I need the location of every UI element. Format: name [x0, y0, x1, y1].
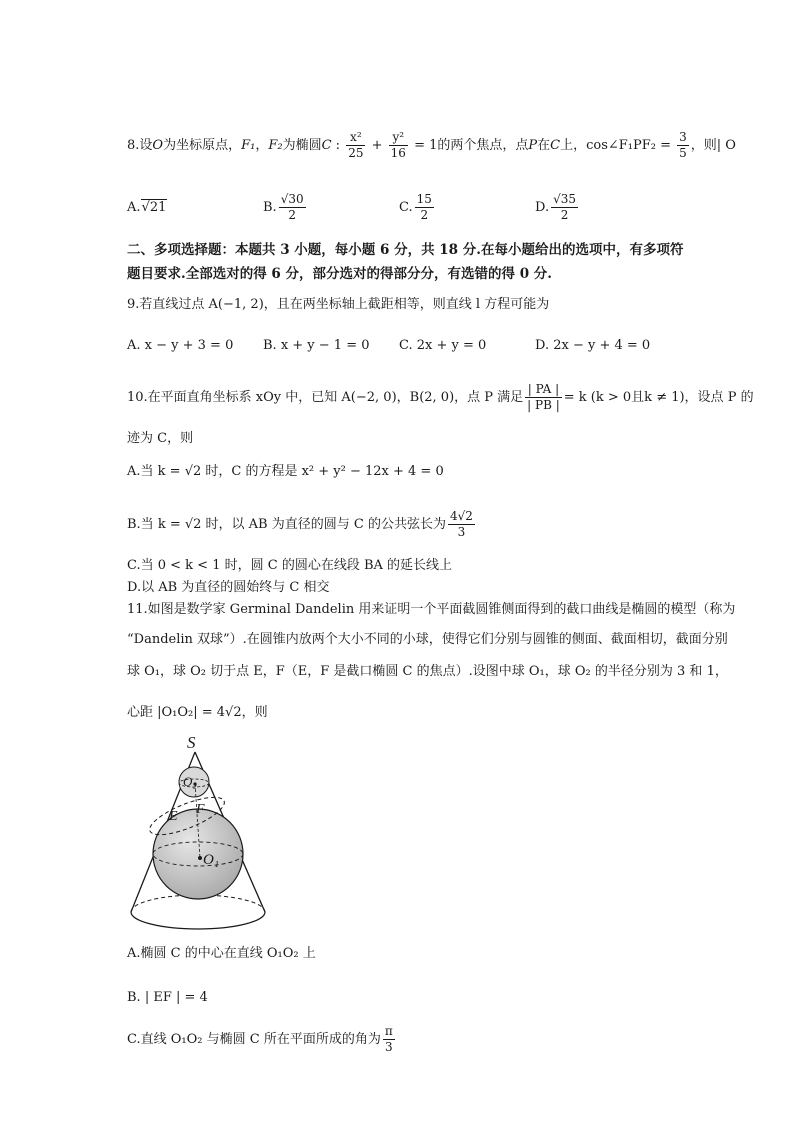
section-2-heading: 二、多项选择题：本题共 3 小题，每小题 6 分，共 18 分.在每小题给出的选项中，有多项符 — [127, 242, 684, 258]
q11-option-b: B. | EF | = 4 — [127, 990, 208, 1005]
q10-text: 10.在平面直角坐标系 xOy 中，已知 A(−2, 0)，B(2, 0)，点 P 满足 — [127, 390, 524, 405]
q9-option-b: B. x + y − 1 = 0 — [263, 338, 370, 353]
q8-text: 上，cos∠F₁PF₂ = — [560, 138, 676, 153]
q8-option-c: C. $\frac{15}{2}$ — [399, 192, 432, 222]
q8-option-b: B. $\frac{√30}{2}$ — [263, 192, 304, 222]
q8-option-a-value: √21 — [141, 200, 167, 215]
q8-text: 在 — [537, 138, 551, 153]
q8-text: 的两个焦点，点 — [437, 138, 529, 153]
q8-var-f2: F₂ — [268, 138, 283, 153]
q10-option-c: C.当 0 < k < 1 时，圆 C 的圆心在线段 BA 的延长线上 — [127, 558, 453, 573]
q8-var-c: C — [550, 138, 561, 153]
q10-frac-ratio: $\frac{| PA |}{| PB |}$ — [527, 382, 560, 412]
q8-text: 为坐标原点， — [163, 138, 242, 153]
q11-stem-2: “Dandelin 双球”）.在圆锥内放两个大小不同的小球，使得它们分别与圆锥的侧面、截面相切，截面分别 — [127, 632, 728, 647]
q8-text: : — [331, 138, 345, 153]
q10-text: = k (k > 0且k ≠ 1)，设点 P 的 — [563, 390, 754, 405]
q8-text: + — [367, 138, 387, 153]
q9-option-c: C. 2x + y = 0 — [399, 338, 487, 353]
q8-option-d: D. $\frac{√35}{2}$ — [535, 192, 577, 222]
q10-stem-cont: 迹为 C，则 — [127, 431, 194, 446]
cone-base-front — [131, 912, 265, 929]
q11-stem-4: 心距 |O₁O₂| = 4√2，则 — [127, 705, 268, 720]
q8-var-c: C — [321, 138, 332, 153]
q10-option-b: B.当 k = √2 时，以 AB 为直径的圆与 C 的公共弦长为 $\frac{4√2}{3}$ — [127, 509, 473, 539]
q11-stem-3: 球 O₁，球 O₂ 切于点 E，F（E，F 是截口椭圆 C 的焦点）.设图中球 O₁，球 O₂ 的半径分别为 3 和 1， — [127, 664, 728, 679]
q8-text: 8.设 — [127, 138, 153, 153]
q8-text: = 1 — [409, 138, 438, 153]
label-s: S — [187, 733, 196, 752]
q8-var-p: P — [528, 138, 538, 153]
dandelin-spheres-figure — [125, 732, 275, 932]
q9-option-d: D. 2x − y + 4 = 0 — [535, 338, 651, 353]
q10-option-b-frac: $\frac{4√2}{3}$ — [449, 509, 473, 539]
label-f: F — [196, 802, 205, 817]
q10-option-a: A.当 k = √2 时，C 的方程是 x² + y² − 12x + 4 = 0 — [127, 464, 444, 479]
q8-frac-cos: $\frac{3}{5}$ — [679, 130, 687, 160]
q11-option-a: A.椭圆 C 的中心在直线 O₁O₂ 上 — [127, 946, 316, 961]
q8-var-o: O — [152, 138, 164, 153]
q8-stem — [127, 128, 794, 164]
sphere-o1 — [153, 809, 243, 899]
q11-option-c: C.直线 O₁O₂ 与椭圆 C 所在平面所成的角为 $\frac{\pi}{3}$ — [127, 1024, 393, 1054]
q9-option-a: A. x − y + 3 = 0 — [127, 338, 234, 353]
q10-option-d: D.以 AB 为直径的圆始终与 C 相交 — [127, 580, 330, 595]
q8-frac-y: $\frac{\text{y²}}{16}$ — [390, 130, 406, 160]
label-o1: O₁ — [203, 852, 220, 868]
q9-stem: 9.若直线过点 A(−1, 2)，且在两坐标轴上截距相等，则直线 l 方程可能为 — [127, 297, 550, 312]
q8-text: ， — [255, 138, 269, 153]
label-o2: O₂ — [183, 774, 197, 789]
q8-frac-x: $\frac{\text{x²}}{25}$ — [348, 130, 364, 160]
q8-text: ，则| O — [690, 138, 736, 153]
section-2-heading-cont: 题目要求.全部选对的得 6 分，部分选对的得部分分，有选错的得 0 分. — [127, 266, 552, 282]
q8-option-a: A.√21 — [127, 200, 167, 215]
q11-stem-1: 11.如图是数学家 Germinal Dandelin 用来证明一个平面截圆锥侧面得到的截口曲线是椭圆的模型（称为 — [127, 602, 736, 617]
q8-var-f1: F₁ — [241, 138, 256, 153]
q10-stem — [127, 378, 794, 418]
q8-text: 为椭圆 — [282, 138, 322, 153]
label-e: E — [169, 809, 178, 824]
q11-option-c-frac: $\frac{\pi}{3}$ — [384, 1024, 393, 1054]
